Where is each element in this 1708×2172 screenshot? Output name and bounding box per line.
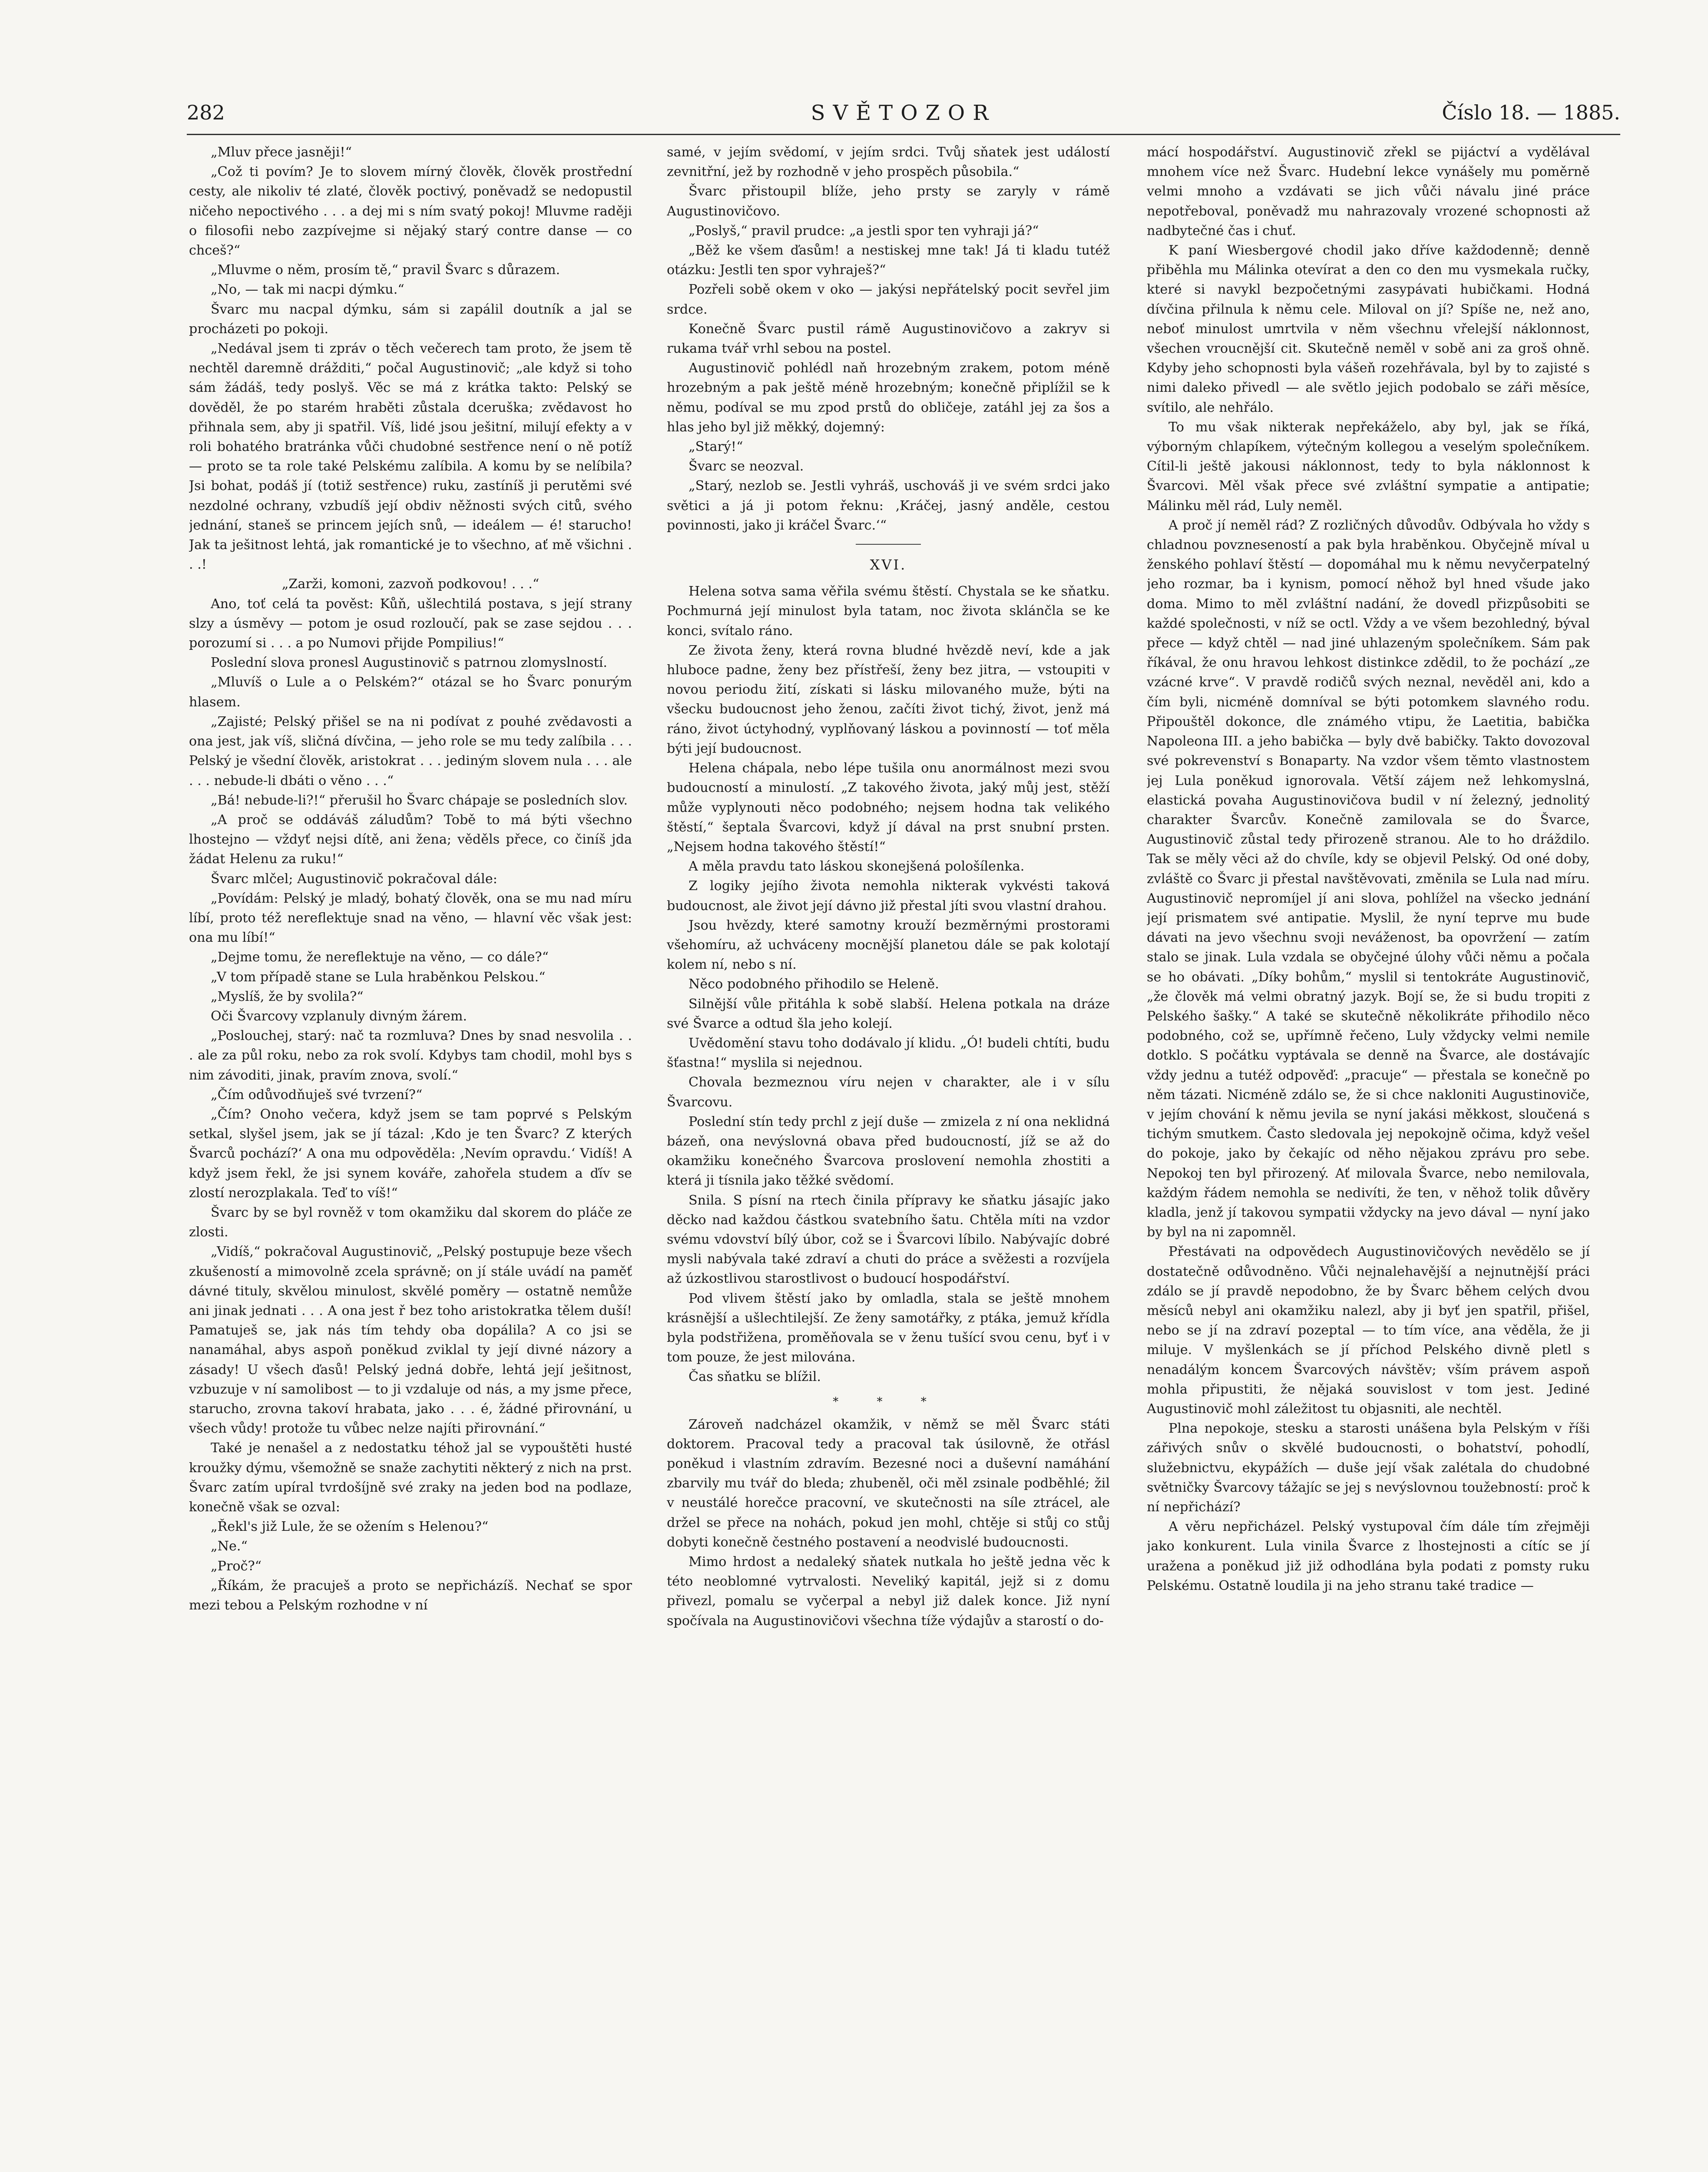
paragraph: Mimo hrdost a nedaleký sňatek nutkala ho ještě jedna věc k této neoblomné vytrvalosti. Neveliký kapitál, jejž si z domu přivezl, pomalu se vyčerpal a nebyl již dalek konce. Již nyní spočívala na Augustinovičovi všechna tíže výdajův a starostí o do- (667, 1554, 1110, 1629)
paragraph: Švarc mlčel; Augustinovič pokračoval dále: (211, 871, 497, 887)
paragraph: Pozřeli sobě okem v oko — jakýsi nepřátelský pocit sevřel jim srdce. (667, 282, 1110, 317)
paragraph: Helena sotva sama věřila svému štěstí. Chystala se ke sňatku. Pochmurná její minulost byla tatam, noc života sklánčla se ke konci, svítalo ráno. (667, 584, 1110, 639)
column-2-part-b (667, 582, 1110, 1387)
paragraph: „Mluv přece jasněji!“ (211, 145, 352, 160)
paragraph: A věru nepřicházel. Pelský vystupoval čím dále tím zřejměji jako konkurent. Lula vinila Švarce z lhostejnosti a cítíc se jí uražena a poněkud již již odhodlána byla podati z pomsty ruku Pelskému. Ostatně loudila ji na jeho stranu také tradice — (1147, 1519, 1590, 1593)
paragraph: Snila. S písní na rtech činila přípravy ke sňatku jásajíc jako děcko nad každou částkou svatebního šatu. Chtěla míti na vzdor svému vdovství bílý úbor, což se i Švarcovi líbilo. Nabývajíc dobré mysli nabývala také zdraví a chuti do práce a svěžesti a rozvíjela až úzkostlivou starostlivost o budoucí hospodářství. (667, 1192, 1110, 1287)
paragraph: Zároveň nadcházel okamžik, v němž se měl Švarc státi doktorem. Pracoval tedy a pracoval tak úsilovně, že otřásl poněkud i vlastním zdravím. Bezesné noci a duševní namáhání zbarvily mu tvář do bleda; zhubeněl, oči měl zsinale podběhlé; žil v neustálé horečce pracovní, ve skutečnosti na síle ztrácel, ale držel se přece na nohách, pokud jen mohl, chtěje si stůj co stůj dobyti konečně čestného postavení a neodvislé budoucnosti. (667, 1417, 1110, 1550)
paragraph: Ze života ženy, která rovna bludné hvězdě neví, kde a jak hluboce padne, ženy bez přístřeší, ženy bez jitra, — vstoupiti v novou periodu žití, získati si lásku milovaného muže, býti na všecku budoucnost jeho ženou, začíti život tichý, život, jenž má ráno, život úctyhodný, vyplňovaný láskou a povinností — toť měla býti její budoucnost. (667, 642, 1110, 756)
asterism: * * * (833, 1395, 944, 1408)
paragraph: „Dejme tomu, že nereflektuje na věno, — co dále?“ (211, 950, 549, 965)
column-2 (667, 142, 1110, 2149)
paragraph: „Čím odůvodňuješ své tvrzení?“ (211, 1087, 423, 1103)
paragraph: „Poslyš,“ pravil prudce: „a jestli spor ten vyhraji já?“ (688, 223, 1039, 238)
paragraph: Uvědomění stavu toho dodávalo jí klidu. „Ó! budeli chtíti, budu šťastna!“ myslila si nejednou. (667, 1035, 1110, 1071)
journal-title: SVĚTOZOR (811, 101, 996, 125)
paragraph: Poslední stín tedy prchl z její duše — zmizela z ní ona neklidná bázeň, ona nevýslovná obava před budoucností, jíž se až do okamžiku konečného Švarcova proslovení nemohla zhostiti a která ji tísnila jako těžké svědomí. (667, 1114, 1110, 1189)
paragraph: „Vidíš,“ pokračoval Augustinovič, „Pelský postupuje beze všech zkušeností a mimovolně zcela správně; on jí stále uvádí na paměť dávné tituly, skvělou minulost, skvělé poměry — ostatně nemůže ani jinak jednati . . . A ona jest ř bez toho aristokratka tělem duší! Pamatuješ se, jak nás tím tehdy oba dopálila? A co jsi se nanamáhal, abys aspoň poněkud zviklal ty její divné názory a zásady! U všech ďasů! Pelský jedná dobře, lehtá její ješitnost, vzbuzuje v ní samolibost — to ji vzdaluje od nás, a my jsme přece, starucho, zrovna takoví hrabata, jako . . . é, žádné přirovnání, u všech vůdy! protože tu vůbec nelze najíti přirovnání.“ (189, 1244, 632, 1437)
paragraph: Ano, toť celá ta pověst: Kůň, ušlechtilá postava, s její strany slzy a úsměvy — potom je osud rozloučí, pak se zase sejdou . . . porozumí si . . . a po Numovi přijde Pompilius!“ (189, 596, 632, 651)
paragraph: mácí hospodářství. Augustinovič zřekl se pijáctví a vydělával mnohem více než Švarc. Hudební lekce vynášely mu poměrně velmi mnoho a vzdávati se jich vůči návalu jiné práce nepotřeboval, poněvadž mu nahrazovaly vrozené schopnosti až nadbytečné čas i chuť. (1147, 145, 1590, 238)
paragraph: Švarc přistoupil blíže, jeho prsty se zaryly v rámě Augustinovičovo. (667, 184, 1110, 219)
column-2-part-a (667, 142, 1110, 535)
paragraph: Helena chápala, nebo lépe tušila onu anormálnost mezi svou budoucností a minulostí. „Z takového života, jaký můj jest, stěží může vyplynouti něco podobného; nejsem hodna tak velikého štěstí,“ šeptala Švarcovi, když jí dával na prst snubní prsten. „Nejsem hodna takového štěstí!“ (667, 761, 1110, 854)
section-divider (856, 544, 921, 545)
paragraph: „Nedával jsem ti zpráv o těch večerech tam proto, že jsem tě nechtěl daremně drážditi,“ počal Augustinovič; „ale když si toho sám žádáš, tedy poslyš. Věc se má z krátka takto: Pelský se dověděl, že po starém hraběti zůstala dceruška; zvědavost ho přihnala sem, aby ji spatřil. Víš, lidé jsou ješitní, milují efekty a v roli bohatého bratránka vůči chudobné sestřence není o ně potíž — proto se ta role také Pelskému zalíbila. A komu by se nelíbila? Jsi bohat, podáš jí (totiž sestřence) ruku, zastíníš ji perutěmi své nezdolné ochrany, vzbudíš její obdiv něžnosti svých citů, svého jednání, staneš se princem jejích snů, — ideálem — é! starucho! Jak ta ješitnost lehtá, jak romantické je to všechno, ať mě všichni . . .! (189, 341, 632, 573)
paragraph: „A proč se oddáváš záludům? Tobě to má býti všechno lhostejno — vždyť nejsi dítě, ani žena; věděls přece, co činíš jda žádat Helenu za ruku!“ (189, 812, 632, 867)
paragraph: Švarc se neozval. (688, 459, 804, 474)
paragraph: samé, v jejím svědomí, v jejím srdci. Tvůj sňatek jest událostí zevnitřní, jež by rozhodně v jeho prospěch působila.“ (667, 145, 1110, 180)
paragraph: „Bá! nebude-li?!“ přerušil ho Švarc chápaje se posledních slov. (211, 792, 628, 808)
paragraph: Poslední slova pronesl Augustinovič s patrnou zlomyslností. (211, 655, 608, 671)
paragraph: „Myslíš, že by svolila?“ (211, 989, 364, 1004)
paragraph: „Běž ke všem ďasům! a nestiskej mne tak! Já ti kladu tutéž otázku: Jestli ten spor vyhraješ?“ (667, 243, 1110, 278)
paragraph: „Poslouchej, starý: nač ta rozmluva? Dnes by snad nesvolila . . . ale za půl roku, nebo za rok svolí. Kdybys tam chodil, mohl bys s nim závoditi, jinak, pravím znova, svolí.“ (189, 1028, 632, 1083)
paragraph: Švarc by se byl rovněž v tom okamžiku dal skorem do pláče ze zlosti. (189, 1205, 632, 1240)
page-number: 282 (187, 101, 225, 124)
page-header (187, 101, 1620, 136)
chapter-heading: XVI. (870, 556, 907, 573)
paragraph: „Mluvíš o Lule a o Pelském?“ otázal se ho Švarc ponurým hlasem. (189, 675, 632, 710)
paragraph: Přestávati na odpovědech Augustinovičových nevědělo se jí dostatečně odůvodněno. Vůči nejnalehavější a nejnutnější práci zdálo se jí pravdě nepodobno, že by Švarc během celých dvou měsíců nebyl ani okamžiku nalezl, aby ji byť jen spatřil, přišel, nebo se jí na zdraví pozeptal — to tím více, ana věděla, že ji miluje. V myšlenkách se jí příchod Pelského divně pletl s nenadálým koncem Švarcových návštěv; vším právem aspoň mohla připustiti, že nějaká souvislost v tom jest. Jediné Augustinovič mohl záležitost tu objasniti, ale nechtěl. (1147, 1244, 1590, 1417)
paragraph: Konečně Švarc pustil rámě Augustinovičovo a zakryv si rukama tvář vrhl sebou na postel. (667, 321, 1110, 357)
paragraph: K paní Wiesbergové chodil jako dříve každodenně; denně přiběhla mu Málinka otevírat a den co den mu vysmekala ručky, které si navykl bezpočetnými zasypávati hubičkami. Hodná dívčina přilnula k němu cele. Miloval on jí? Spíše ne, než ano, neboť minulost umrtvila v něm všechnu vřelejší náklonnost, všechen vroucnější cit. Skutečně neměl v sobě ani za groš ohně. Kdyby jeho schopnosti byla vášeň rozehřávala, byl by to zajisté s nimi daleko přivedl — ale světlo jejich podobalo se záři měsíce, svítilo, ale nehřálo. (1147, 243, 1590, 415)
paragraph: „V tom případě stane se Lula hraběnkou Pelskou.“ (211, 969, 546, 985)
paragraph: „Zajisté; Pelský přišel se na ni podívat z pouhé zvědavosti a ona jest, jak víš, sličná dívčina, — jeho role se mu tedy zalíbila . . . Pelský je všední člověk, aristokrat . . . jediným slovem nula . . . ale . . . nebude-li dbáti o věno . . .“ (189, 714, 632, 788)
paragraph: Augustinovič pohlédl naň hrozebným zrakem, potom méně hrozebným a pak ještě méně hrozebným; konečně připlížil se k němu, podíval se mu zpod prstů do obličeje, zatáhl jej za šos a hlas jeho byl již měkký, dojemný: (667, 361, 1110, 435)
paragraph: „Řekl's již Lule, že se ožením s Helenou?“ (211, 1519, 489, 1535)
paragraph: „Zarži, komoni, zazvoň podkovou! . . .“ (281, 576, 540, 592)
paragraph: „Což ti povím? Je to slovem mírný člověk, člověk prostřední cesty, ale nikoliv té zlaté, člověk poctivý, poněvadž se nedopustil ničeho nepoctivého . . . a dej mi s ním svatý pokoj! Mluvme raději o filosofii nebo zazpívejme si nějaký starý contre danse — co chceš?“ (189, 164, 632, 258)
paragraph: A měla pravdu tato láskou skonejšená pološílenka. (688, 859, 1025, 874)
paragraph: „Čím? Onoho večera, když jsem se tam poprvé s Pelským setkal, slyšel jsem, jak se jí tázal: ,Kdo je ten Švarc? Z kterých Švarců pochází?‘ A ona mu odpověděla: ,Nevím opravdu.‘ Vidíš! A když jsem řekl, že jsi synem kováře, zahořela studem a ďív se zlostí nerozplakala. Teď to víš!“ (189, 1106, 632, 1201)
column-2-part-c (667, 1415, 1110, 1631)
column-3 (1147, 142, 1590, 2149)
paragraph: Oči Švarcovy vzplanuly divným žárem. (211, 1008, 467, 1024)
paragraph: „Říkám, že pracuješ a proto se nepřicházíš. Nechať se spor mezi tebou a Pelským rozhodne v ní (189, 1578, 632, 1613)
paragraph: Čas sňatku se blížil. (688, 1369, 821, 1385)
paragraph: „Povídám: Pelský je mladý, bohatý člověk, ona se mu nad míru líbí, proto též nereflektuje snad na věno, — hlavní věc však jest: ona mu líbí!“ (189, 891, 632, 946)
paragraph: Švarc mu nacpal dýmku, sám si zapálil doutník a jal se procházeti po pokoji. (189, 301, 632, 337)
paragraph: Chovala bezmeznou víru nejen v charakter, ale i v sílu Švarcovu. (667, 1075, 1110, 1110)
paragraph: Pod vlivem štěstí jako by omladla, stala se ještě mnohem krásnější a ušlechtilejší. Ze ženy samotářky, z ptáka, jemuž křídla byla podstřižena, proměňovala se v ženu tušící svou cenu, byť i v tom pouze, že jest milována. (667, 1291, 1110, 1365)
paragraph: Z logiky jejího života nemohla nikterak vykvésti taková budoucnost, ale život její dávno již přestal jíti svou vlastní drahou. (667, 878, 1110, 914)
paragraph: Plna nepokoje, stesku a starosti unášena byla Pelským v říši zářivých snův o skvělé budoucnosti, o bohatství, pohodlí, služebnictvu, ekypážích — duše její však zalétala do chudobné světničky Švarcovy tážajíc se jej s nevýslovnou toužebností: proč k ní nepřichází? (1147, 1421, 1590, 1515)
paragraph: Něco podobného přihodilo se Heleně. (688, 977, 939, 992)
paragraph: „No, — tak mi nacpi dýmku.“ (211, 282, 404, 298)
paragraph: Jsou hvězdy, které samotny krouží bezměrnými prostorami všehomíru, až uchváceny mocnější planetou dále se pak kolotají kolem ní, nebo s ní. (667, 917, 1110, 973)
paragraph: „Starý!“ (688, 439, 743, 455)
paragraph: „Starý, nezlob se. Jestli vyhráš, uschováš ji ve svém srdci jako světici a já ji potom řeknu: ,Kráčej, jasný anděle, cestou povinnosti, jako ji kráčel Švarc.‘“ (667, 478, 1110, 533)
header-rule (187, 134, 1620, 135)
paragraph: „Mluvme o něm, prosím tě,“ pravil Švarc s důrazem. (211, 262, 560, 278)
paragraph: Silnější vůle přitáhla k sobě slabší. Helena potkala na dráze své Švarce a odtud šla jeho kolejí. (667, 996, 1110, 1031)
paragraph: „Proč?“ (211, 1558, 262, 1574)
issue-info: Číslo 18. — 1885. (1442, 101, 1620, 124)
paragraph: A proč jí neměl rád? Z rozličných důvodův. Odbývala ho vždy s chladnou povzneseností a pak byla hraběnkou. Obyčejně míval u ženského pohlaví štěstí — dopomáhal mu k němu nevyčerpatelný jeho rozmar, ba i kynism, pomocí něhož byl hned všude jako doma. Mimo to měl zvláštní nadání, že dovedl přizpůsobiti se každé společnosti, v níž se octl. Vždy a ve všem bezohledný, býval přece — když chtěl — nad jiné uhlazeným společníkem. Sám pak říkával, že onu hravou lehkost distinkce zdědil, to že pochází „ze vzácné krve“. V pravdě rodičů svých neznal, nevěděl ani, kdo a čím byli, nicméně domníval se býti potomkem slavného rodu. Připouštěl dokonce, dle známého vtipu, že Laetitia, babička Napoleona III. a jeho babička — byly dvě babičky. Takto dovozoval své pokrevenství s Bonaparty. Na vzdor všem těmto vlastnostem jej Lula poněkud ignorovala. Větší zájem než lehkomyslná, elastická povaha Augustinovičova budil v ní železný, jednolitý charakter Švarcův. Konečně zamilovala se do Švarce, Augustinovič zůstal tedy přirozeně stranou. Ale to ho dráždilo. Tak se měly věci až do chvíle, kdy se objevil Pelský. Od oné doby, zvláště co Švarc ji přestal navštěvovati, změnila se Lula nad míru. Augustinovič nepromíjel jí ani slova, pohlížel na všecko jednání její prismatem své antipatie. Myslil, že nyní teprve mu bude dávati na jevo všechnu svoji neváženost, ba opovržení — zatím stalo se jinak. Lula vzdala se obyčejné úlohy vůči němu a počala se ho obávati. „Díky bohům,“ myslil si tentokráte Augustinovič, „že člověk má velmi obratný jazyk. Bojí se, že si budu tropiti z Pelského šašky.“ A také se skutečně několikráte přihodilo něco podobného, což se, upřímně řečeno, Luly vždycky velmi nemile dotklo. S počátku vyptávala se denně na Švarce, ale dostávajíc vždy jednu a tutéž odpověď: „pracuje“ — přestala se konečně po něm tázati. Nicméně zdálo se, že si chce nakloniti Augustinoviče, v jejím chování k němu jevila se nyní jakási měkkost, sloučená s tichým smutkem. Často sledovala jej nepokojně očima, když vešel do pokoje, jako by čekajíc od něho nějakou zprávu pro sebe. Nepokoj ten byl přirozený. Ať milovala Švarce, nebo nemilovala, každým řádem nemohla se nedivíti, že ten, v něhož tolik důvěry kladla, jenž jí takovou sympatii vždycky na jevo dával — nyní jako by byl na ni zapomněl. (1147, 517, 1590, 1240)
paragraph: Také je nenašel a z nedostatku téhož jal se vypouštěti husté kroužky dýmu, všemožně se snaže zachytiti některý z nich na prst. Švarc zatím upíral tvrdošíjně své zraky na jeden bod na podlaze, konečně však se ozval: (189, 1440, 632, 1515)
paragraph: To mu však nikterak nepřekáželo, aby byl, jak se říká, výborným chlapíkem, výtečným kollegou a veselým společníkem. Cítil-li ještě jakousi náklonnost, tedy to byla náklonnost k Švarcovi. Měl však přece své zvláštní sympatie a antipatie; Málinku měl rád, Luly neměl. (1147, 419, 1590, 513)
column-1 (189, 142, 632, 2149)
paragraph: „Ne.“ (211, 1539, 248, 1554)
